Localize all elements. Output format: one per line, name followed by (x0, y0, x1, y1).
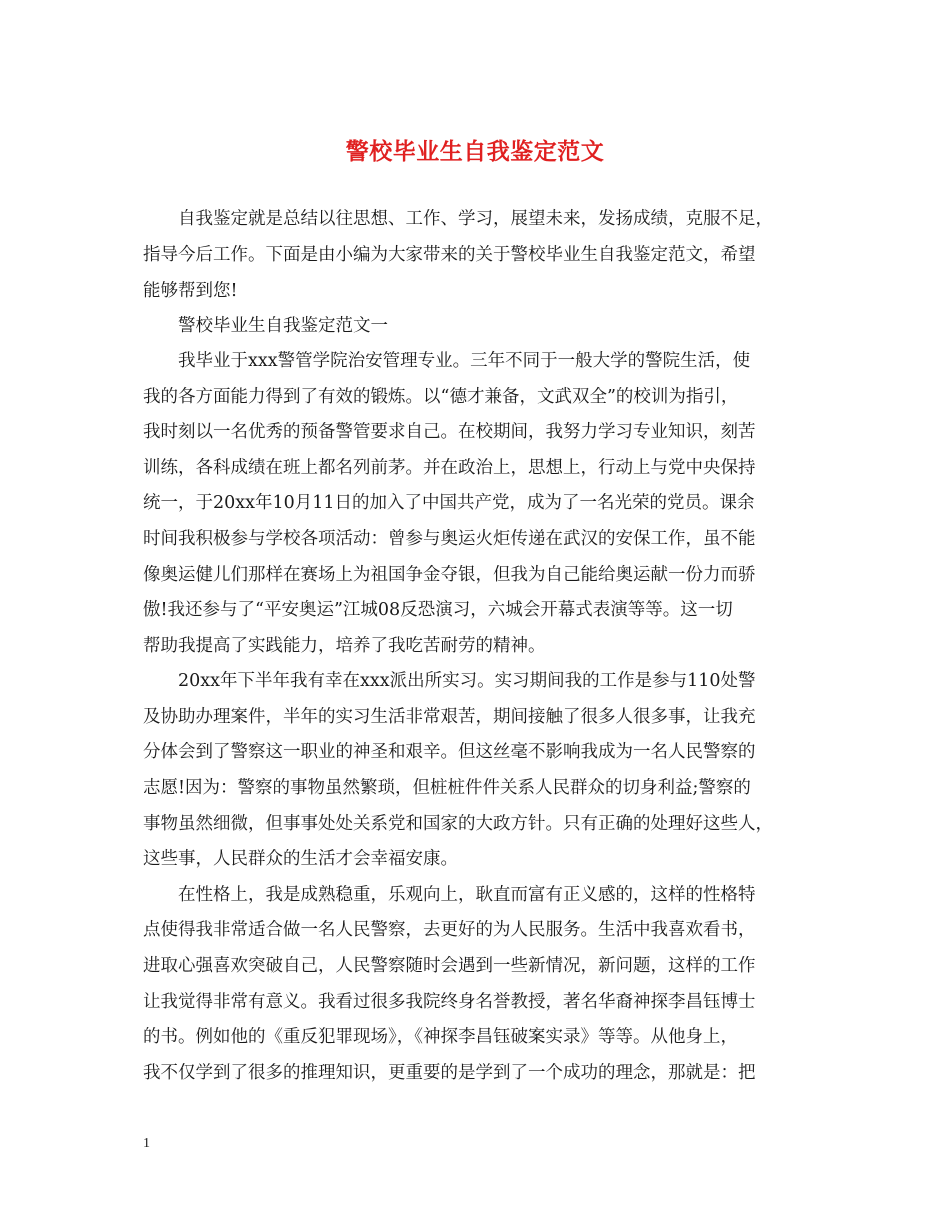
text-line: 时间我积极参与学校各项活动：曾参与奥运火炬传递在武汉的安保工作，虽不能 (143, 529, 756, 549)
text-line: 这些事，人民群众的生活才会幸福安康。 (143, 849, 458, 869)
page-number: 1 (143, 1136, 150, 1151)
text-line: 的书。例如他的《重反犯罪现场》，《神探李昌钰破案实录》等等。从他身上， (143, 1027, 738, 1047)
text-line: 训练，各科成绩在班上都名列前茅。并在政治上，思想上，行动上与党中央保持 (143, 458, 756, 478)
text-line: 分体会到了警察这一职业的神圣和艰辛。但这丝毫不影响我成为一名人民警察的 (143, 742, 756, 762)
text-line: 点使得我非常适合做一名人民警察，去更好的为人民服务。生活中我喜欢看书， (143, 920, 756, 940)
text-line: 我毕业于xxx警管学院治安管理专业。三年不同于一般大学的警院生活，使 (178, 351, 751, 371)
text-line: 让我觉得非常有意义。我看过很多我院终身名誉教授，著名华裔神探李昌钰博士 (143, 992, 756, 1012)
text-line: 能够帮到您! (143, 281, 238, 301)
text-line: 指导今后工作。下面是由小编为大家带来的关于警校毕业生自我鉴定范文，希望 (143, 245, 756, 265)
section-heading: 警校毕业生自我鉴定范文一 (178, 316, 388, 336)
text-line: 在性格上，我是成熟稳重，乐观向上，耿直而富有正义感的，这样的性格特 (178, 885, 756, 905)
text-line: 志愿!因为：警察的事物虽然繁琐，但桩桩件件关系人民群众的切身利益;警察的 (143, 778, 751, 798)
text-line: 我时刻以一名优秀的预备警管要求自己。在校期间，我努力学习专业知识，刻苦 (143, 422, 756, 442)
text-line: 统一，于20xx年10月11日的加入了中国共产党，成为了一名光荣的党员。课余 (143, 493, 755, 513)
text-line: 我不仅学到了很多的推理知识，更重要的是学到了一个成功的理念，那就是：把 (143, 1063, 756, 1083)
text-line: 像奥运健儿们那样在赛场上为祖国争金夺银，但我为自己能给奥运献一份力而骄 (143, 565, 756, 585)
text-line: 傲!我还参与了“平安奥运”江城08反恐演习，六城会开幕式表演等等。这一切 (143, 600, 733, 620)
text-line: 进取心强喜欢突破自己，人民警察随时会遇到一些新情况，新问题，这样的工作 (143, 956, 756, 976)
text-line: 自我鉴定就是总结以往思想、工作、学习，展望未来，发扬成绩，克服不足， (178, 209, 773, 229)
text-line: 我的各方面能力得到了有效的锻炼。以“德才兼备，文武双全”的校训为指引， (143, 387, 739, 407)
text-line: 及协助办理案件，半年的实习生活非常艰苦，期间接触了很多人很多事，让我充 (143, 707, 756, 727)
text-line: 事物虽然细微，但事事处处关系党和国家的大政方针。只有正确的处理好这些人， (143, 814, 773, 834)
text-line: 帮助我提高了实践能力，培养了我吃苦耐劳的精神。 (143, 636, 546, 656)
text-line: 20xx年下半年我有幸在xxx派出所实习。实习期间我的工作是参与110处警 (178, 671, 756, 691)
document-title: 警校毕业生自我鉴定范文 (345, 138, 605, 165)
